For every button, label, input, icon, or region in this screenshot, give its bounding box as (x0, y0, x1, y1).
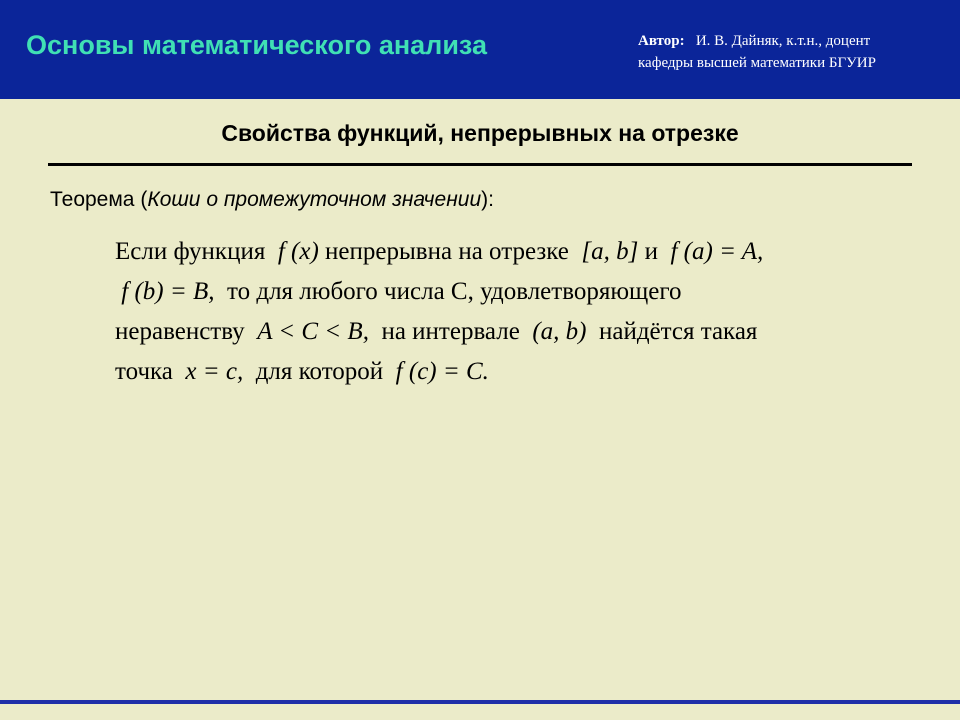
statement-line-4: точка x = c, для которой f (c) = C. (115, 358, 489, 385)
math-inequality: A < C < B, (257, 318, 369, 345)
subtitle-divider (48, 163, 912, 166)
math-xc: x = c, (185, 358, 244, 385)
theorem-heading: Теорема (Коши о промежуточном значении): (50, 188, 494, 211)
math-fb: f (b) = B, (121, 278, 215, 305)
header-bar (0, 0, 960, 99)
math-fa: f (a) = A, (670, 238, 764, 265)
footer-divider (0, 700, 960, 704)
author-line-2: кафедры высшей математики БГУИР (638, 55, 876, 71)
statement-line-1: Если функция f (x) непрерывна на отрезке [a, b] и f (a) = A, (115, 238, 764, 265)
author-info (638, 30, 876, 74)
theorem-name: Коши о промежуточном значении (147, 188, 482, 211)
math-interval-closed: [a, b] (581, 238, 639, 265)
author-label: Автор (638, 33, 680, 49)
math-fc: f (c) = C. (395, 358, 489, 385)
author-line-1: Автор: И. В. Дайняк, к.т.н., доцент (638, 33, 871, 49)
math-interval-open: (a, b) (532, 318, 587, 345)
statement-line-3: неравенству A < C < B, на интервале (a, b) найдётся такая (115, 318, 758, 345)
author-name: И. В. Дайняк, к.т.н., доцент (695, 33, 871, 49)
math-fx: f (x) (277, 238, 319, 265)
statement-line-2: f (b) = B, то для любого числа C, удовлетворяющего (121, 278, 682, 305)
theorem-statement (115, 232, 905, 392)
course-title: Основы математического анализа (26, 30, 488, 60)
slide-subtitle: Свойства функций, непрерывных на отрезке (221, 120, 739, 146)
